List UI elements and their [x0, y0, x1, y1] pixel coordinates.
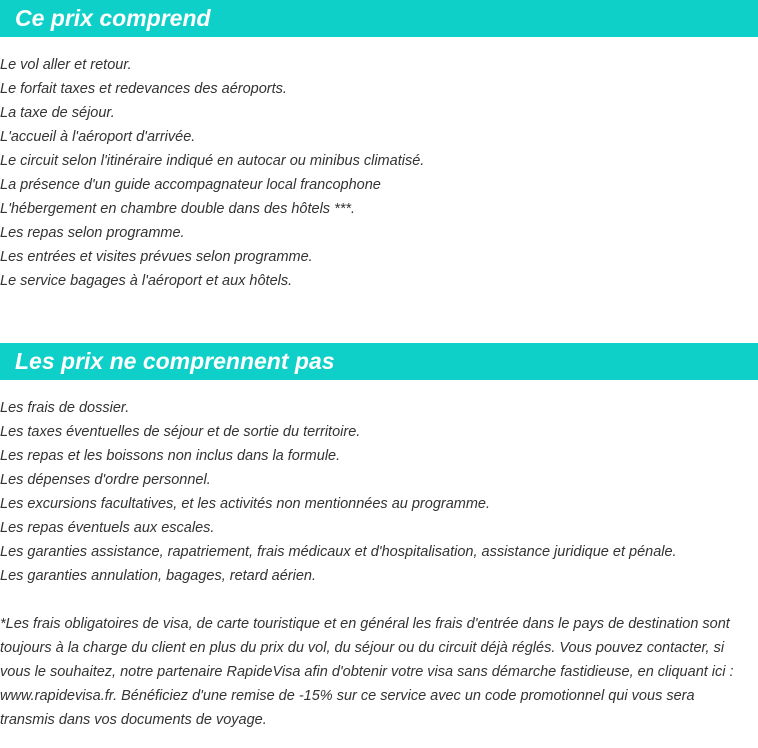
section-header-excluded: Les prix ne comprennent pas: [0, 343, 758, 380]
visa-note: *Les frais obligatoires de visa, de carte touristique et en général les frais d'entrée dans le pays de destination sont toujours à la charge du client en plus du prix du vol, du séjour ou du circuit déjà réglés. Vous pouvez contacter, si vous le souhaitez, notre partenaire RapideVisa afin d'obtenir votre visa sans démarche fastidieuse, en cliquant ici : www.rapidevisa.fr. Bénéficiez d'une remise de -15% sur ce service avec un code promotionnel qui vous sera transmis dans vos documents de voyage.: [0, 616, 734, 728]
section-header-included: Ce prix comprend: [0, 0, 758, 37]
list-item: Les garanties assistance, rapatriement, frais médicaux et d'hospitalisation, assistance juridique et pénale.: [0, 544, 677, 560]
list-item: Les repas et les boissons non inclus dans la formule.: [0, 448, 341, 464]
list-item: Les dépenses d'ordre personnel.: [0, 472, 211, 488]
list-item: Le vol aller et retour.: [0, 57, 132, 73]
list-item: Les frais de dossier.: [0, 400, 130, 416]
list-item: Les repas éventuels aux escales.: [0, 520, 215, 536]
list-item: Les taxes éventuelles de séjour et de sortie du territoire.: [0, 424, 361, 440]
list-item: Les garanties annulation, bagages, retard aérien.: [0, 568, 316, 584]
list-item: Le service bagages à l'aéroport et aux hôtels.: [0, 273, 293, 289]
list-item: Le circuit selon l'itinéraire indiqué en autocar ou minibus climatisé.: [0, 153, 425, 169]
excluded-list: [0, 396, 677, 588]
list-item: Les excursions facultatives, et les activités non mentionnées au programme.: [0, 496, 491, 512]
included-list: [0, 53, 424, 293]
list-item: Les entrées et visites prévues selon programme.: [0, 249, 313, 265]
list-item: L'hébergement en chambre double dans des hôtels ***.: [0, 201, 356, 217]
list-item: La présence d'un guide accompagnateur local francophone: [0, 177, 381, 193]
list-item: Les repas selon programme.: [0, 225, 185, 241]
list-item: Le forfait taxes et redevances des aéroports.: [0, 81, 287, 97]
list-item: L'accueil à l'aéroport d'arrivée.: [0, 129, 196, 145]
list-item: La taxe de séjour.: [0, 105, 115, 121]
